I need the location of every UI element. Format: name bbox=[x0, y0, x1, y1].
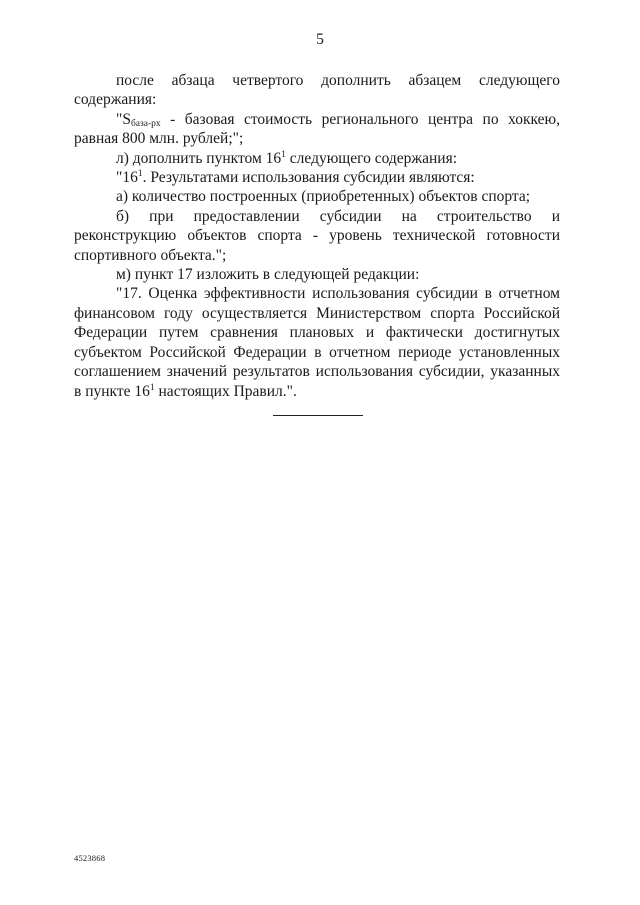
superscript: 1 bbox=[149, 382, 155, 393]
section-divider bbox=[273, 415, 363, 416]
paragraph-item-17: "17. Оценка эффективности использования субсидии в отчетном финансовом году осуществляется Министерством спорта Российской Федерации путем сравнения плановых и фактически достигнутых субъектом Российской Федерации в отчетном периоде установленных соглашением значений результатов использования субсидии, указанных в пункте $16^1$ настоящих Правил.". bbox=[74, 285, 560, 400]
paragraph-item-16-1: "$16^1$. Результатами использования субсидии являются: bbox=[116, 169, 475, 187]
superscript: 1 bbox=[137, 169, 143, 180]
page-number: 5 bbox=[316, 31, 324, 48]
document-code: 4523868 bbox=[74, 853, 106, 863]
subscript-label: база-рх bbox=[130, 118, 161, 129]
paragraph-item-l: л) дополнить пунктом $16^1$ следующего содержания: bbox=[116, 149, 458, 167]
paragraph-item-m: м) пункт 17 изложить в следующей редакции: bbox=[116, 266, 420, 284]
paragraph-item-b: б) при предоставлении субсидии на строительство и реконструкцию объектов спорта - уровень технической готовности спортивного объекта."; bbox=[74, 207, 560, 264]
paragraph-intro: после абзаца четвертого дополнить абзацем следующего содержания: bbox=[74, 72, 560, 109]
paragraph-item-a: а) количество построенных (приобретенных) объектов спорта; bbox=[116, 188, 531, 206]
paragraph-base-cost: "$S_{база-рх}$ - базовая стоимость регионального центра по хоккею, равная 800 млн. рублей;"; bbox=[74, 110, 560, 148]
document-body bbox=[74, 71, 560, 401]
superscript: 1 bbox=[281, 149, 286, 160]
